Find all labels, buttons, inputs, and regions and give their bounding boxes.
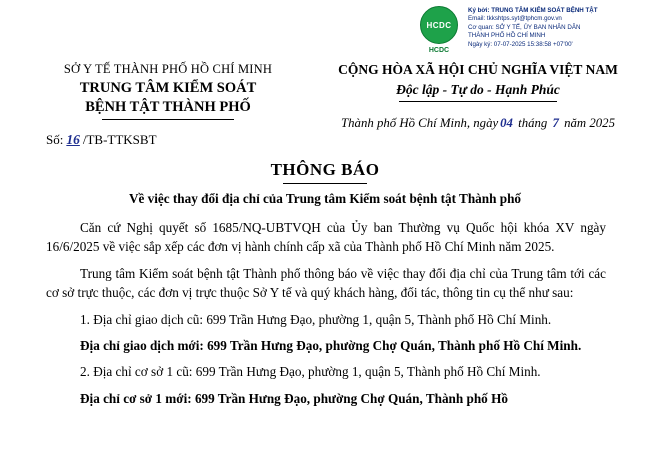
- signature-line-5: Ngày ký: 07-07-2025 15:38:58 +07'00': [468, 40, 573, 48]
- year-label: năm: [564, 116, 587, 131]
- national-heading-block: [318, 62, 638, 131]
- signature-line-2: Email: tkkshtps.syt@tphcm.gov.vn: [468, 15, 562, 23]
- body-paragraph: Căn cứ Nghị quyết số 1685/NQ-UBTVQH của Ủy ban Thường vụ Quốc hội khóa XV ngày 16/6/2025 về việc sắp xếp các đơn vị hành chính cấp xã của Thành phố Hồ Chí Minh năm 2025.: [46, 220, 606, 255]
- date-month: 7: [552, 116, 559, 131]
- center-name-line1: TRUNG TÂM KIỂM SOÁT: [79, 80, 257, 96]
- hcdc-logo-caption: HCDC: [428, 47, 450, 54]
- body-paragraph-bold: Địa chỉ giao dịch mới: 699 Trần Hưng Đạo, phường Chợ Quán, Thành phố Hồ Chí Minh.: [80, 338, 582, 354]
- document-subtitle: Về việc thay đổi địa chỉ của Trung tâm Kiểm soát bệnh tật Thành phố: [128, 191, 521, 207]
- document-number-value: 16: [66, 132, 80, 148]
- issuing-authority-block: [18, 62, 318, 148]
- date-year: 2025: [589, 116, 615, 131]
- signature-details: [468, 6, 598, 49]
- body-paragraph: 2. Địa chỉ cơ sở 1 cũ: 699 Trần Hưng Đạo, phường 1, quận 5, Thành phố Hồ Chí Minh.: [80, 364, 541, 380]
- header-left-divider: [102, 119, 234, 120]
- hcdc-logo-icon: [418, 6, 464, 52]
- signature-line-1: Ký bởi: TRUNG TÂM KIỂM SOÁT BỆNH TẬT: [468, 7, 598, 14]
- signature-line-4: THÀNH PHỐ HỒ CHÍ MINH: [468, 32, 546, 40]
- date-day: 04: [500, 116, 513, 131]
- hcdc-logo-circle: HCDC: [420, 6, 458, 44]
- body-paragraph-bold: Địa chỉ cơ sở 1 mới: 699 Trần Hưng Đạo, phường Chợ Quán, Thành phố Hồ: [80, 390, 508, 406]
- header-right-divider: [399, 101, 557, 102]
- document-title-block: [0, 160, 650, 207]
- page-title: THÔNG BÁO: [270, 160, 380, 179]
- body-paragraph: Trung tâm Kiểm soát bệnh tật Thành phố thông báo về việc thay đổi địa chỉ của Trung tâm tới các cơ sở trực thuộc, các đơn vị trực thuộc Sở Y tế và quý khách hàng, đối tác, thông tin cụ thể như sau:: [46, 265, 606, 301]
- department-name: SỞ Y TẾ THÀNH PHỐ HỒ CHÍ MINH: [63, 62, 273, 76]
- document-header: [0, 62, 650, 152]
- document-body: [46, 218, 606, 415]
- place-date-prefix: Thành phố Hồ Chí Minh, ngày: [341, 116, 499, 131]
- center-name-line2: BỆNH TẬT THÀNH PHỐ: [85, 99, 251, 115]
- place-and-date: [318, 116, 638, 131]
- title-divider: [283, 183, 367, 184]
- document-number-label: Số:: [46, 132, 64, 148]
- body-paragraph: 1. Địa chỉ giao dịch cũ: 699 Trần Hưng Đạo, phường 1, quận 5, Thành phố Hồ Chí Minh.: [80, 311, 552, 327]
- document-number-line: [18, 132, 318, 148]
- month-label: tháng: [518, 116, 548, 131]
- country-name: CỘNG HÒA XÃ HỘI CHỦ NGHĨA VIỆT NAM: [338, 62, 618, 77]
- signature-line-3: Cơ quan: SỞ Y TẾ, ỦY BAN NHÂN DÂN: [468, 23, 581, 31]
- digital-signature-stamp: [418, 6, 646, 58]
- national-motto: Độc lập - Tự do - Hạnh Phúc: [396, 82, 560, 97]
- document-number-suffix: /TB-TTKSBT: [82, 132, 157, 148]
